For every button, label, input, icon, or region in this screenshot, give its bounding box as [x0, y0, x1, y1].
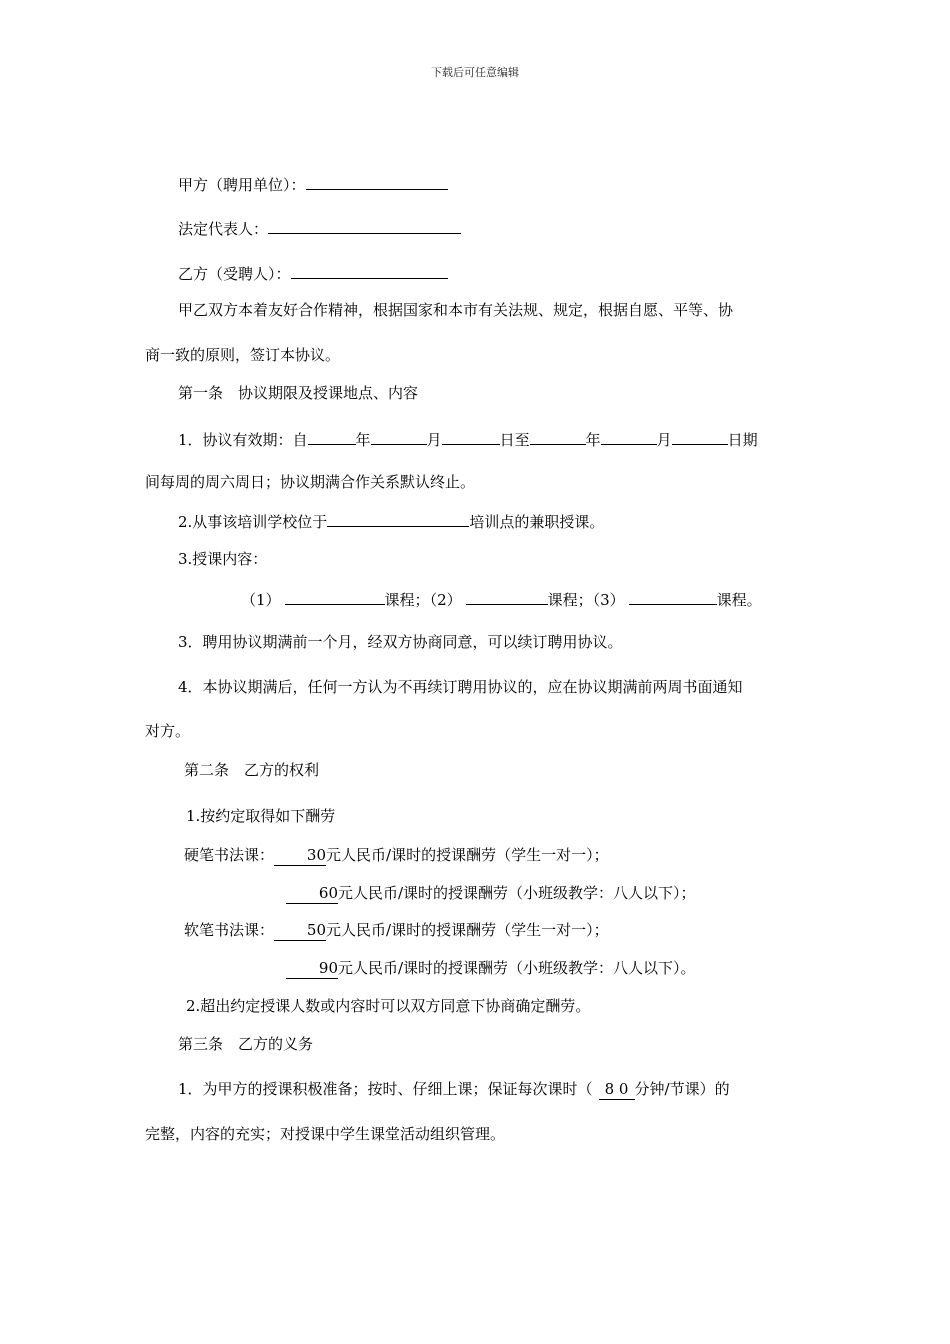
- extra-pay-line: 2.超出约定授课人数或内容时可以双方同意下协商确定酬劳。: [186, 997, 591, 1015]
- party-b-blank[interactable]: [291, 262, 448, 279]
- soft-pen-small-class-unit: 元人民币/课时的授课酬劳（小班级教学：八人以下）。: [338, 959, 696, 977]
- legal-rep-blank[interactable]: [268, 217, 461, 234]
- soft-pen-one-on-one-rate: 50: [274, 920, 326, 941]
- course3-blank[interactable]: [629, 588, 717, 605]
- party-a-line: [178, 173, 448, 195]
- soft-pen-one-on-one-line: [184, 920, 609, 941]
- hard-pen-label: 硬笔书法课：: [184, 846, 275, 864]
- party-b-line: [178, 262, 448, 284]
- legal-rep-label: 法定代表人：: [178, 220, 269, 238]
- duty-prefix: 1．为甲方的授课积极准备；按时、仔细上课；保证每次课时（: [178, 1080, 593, 1098]
- party-a-label: 甲方（聘用单位）：: [178, 176, 306, 194]
- course-line: [241, 588, 762, 610]
- location-suffix: 培训点的兼职授课。: [469, 513, 605, 531]
- course2-word: 课程；: [547, 591, 593, 609]
- hard-pen-small-class-unit: 元人民币/课时的授课酬劳（小班级教学：八人以下）；: [338, 884, 696, 902]
- intro-paragraph-line2: 商一致的原则，签订本协议。: [145, 346, 341, 364]
- course3-label: （3）: [592, 591, 625, 609]
- hard-pen-one-on-one-unit: 元人民币/课时的授课酬劳（学生一对一）；: [326, 846, 609, 864]
- day-to-label: 日至: [499, 431, 530, 449]
- end-year-blank[interactable]: [530, 428, 586, 445]
- duty-line1: [178, 1079, 730, 1100]
- party-a-blank[interactable]: [306, 173, 448, 190]
- soft-pen-small-class-rate: 90: [286, 958, 338, 979]
- month-label-2: 月: [656, 431, 672, 449]
- course2-blank[interactable]: [466, 588, 548, 605]
- month-label: 月: [426, 431, 442, 449]
- term-line2: 间每周的周六周日；协议期满合作关系默认终止。: [145, 473, 476, 491]
- notice-line1: 4．本协议期满后，任何一方认为不再续订聘用协议的，应在协议期满前两周书面通知: [178, 678, 743, 696]
- notice-line2: 对方。: [145, 722, 191, 740]
- year-label: 年: [355, 431, 371, 449]
- pay-intro: 1.按约定取得如下酬劳: [186, 807, 336, 825]
- course1-label: （1）: [241, 591, 281, 609]
- location-prefix: 2.从事该培训学校位于: [178, 513, 328, 531]
- minutes-value: 8 0: [599, 1079, 635, 1100]
- course1-blank[interactable]: [285, 588, 385, 605]
- hard-pen-one-on-one-rate: 30: [274, 845, 326, 866]
- end-day-blank[interactable]: [672, 428, 728, 445]
- article3-title: 第三条 乙方的义务: [178, 1035, 314, 1053]
- course2-label: （2）: [429, 591, 462, 609]
- course1-word: 课程；: [384, 591, 430, 609]
- page-header: 下载后可任意编辑: [431, 66, 519, 79]
- hard-pen-small-class-line: [286, 883, 696, 904]
- soft-pen-one-on-one-unit: 元人民币/课时的授课酬劳（学生一对一）；: [326, 921, 609, 939]
- location-line: [178, 510, 604, 532]
- content-label: 3.授课内容：: [178, 550, 268, 568]
- start-month-blank[interactable]: [371, 428, 427, 445]
- article2-title: 第二条 乙方的权利: [184, 761, 320, 779]
- soft-pen-label: 软笔书法课：: [184, 921, 275, 939]
- intro-paragraph-line1: 甲乙双方本着友好合作精神，根据国家和本市有关法规、规定，根据自愿、平等、协: [178, 301, 734, 319]
- end-month-blank[interactable]: [601, 428, 657, 445]
- term-prefix: 1．协议有效期：自: [178, 431, 308, 449]
- start-day-blank[interactable]: [442, 428, 500, 445]
- renew-line: 3．聘用协议期满前一个月，经双方协商同意，可以续订聘用协议。: [178, 633, 623, 651]
- term-line: [178, 428, 758, 450]
- course3-word: 课程。: [716, 591, 762, 609]
- location-blank[interactable]: [327, 510, 469, 527]
- party-b-label: 乙方（受聘人）：: [178, 265, 291, 283]
- day-period-label: 日期: [727, 431, 758, 449]
- hard-pen-small-class-rate: 60: [286, 883, 338, 904]
- start-year-blank[interactable]: [308, 428, 356, 445]
- article1-title: 第一条 协议期限及授课地点、内容: [178, 384, 419, 402]
- duty-line2: 完整，内容的充实；对授课中学生课堂活动组织管理。: [145, 1125, 506, 1143]
- hard-pen-one-on-one-line: [184, 845, 609, 866]
- legal-rep-line: [178, 217, 461, 239]
- year-label-2: 年: [585, 431, 601, 449]
- soft-pen-small-class-line: [286, 958, 696, 979]
- duty-suffix: 分钟/节课）的: [634, 1080, 730, 1098]
